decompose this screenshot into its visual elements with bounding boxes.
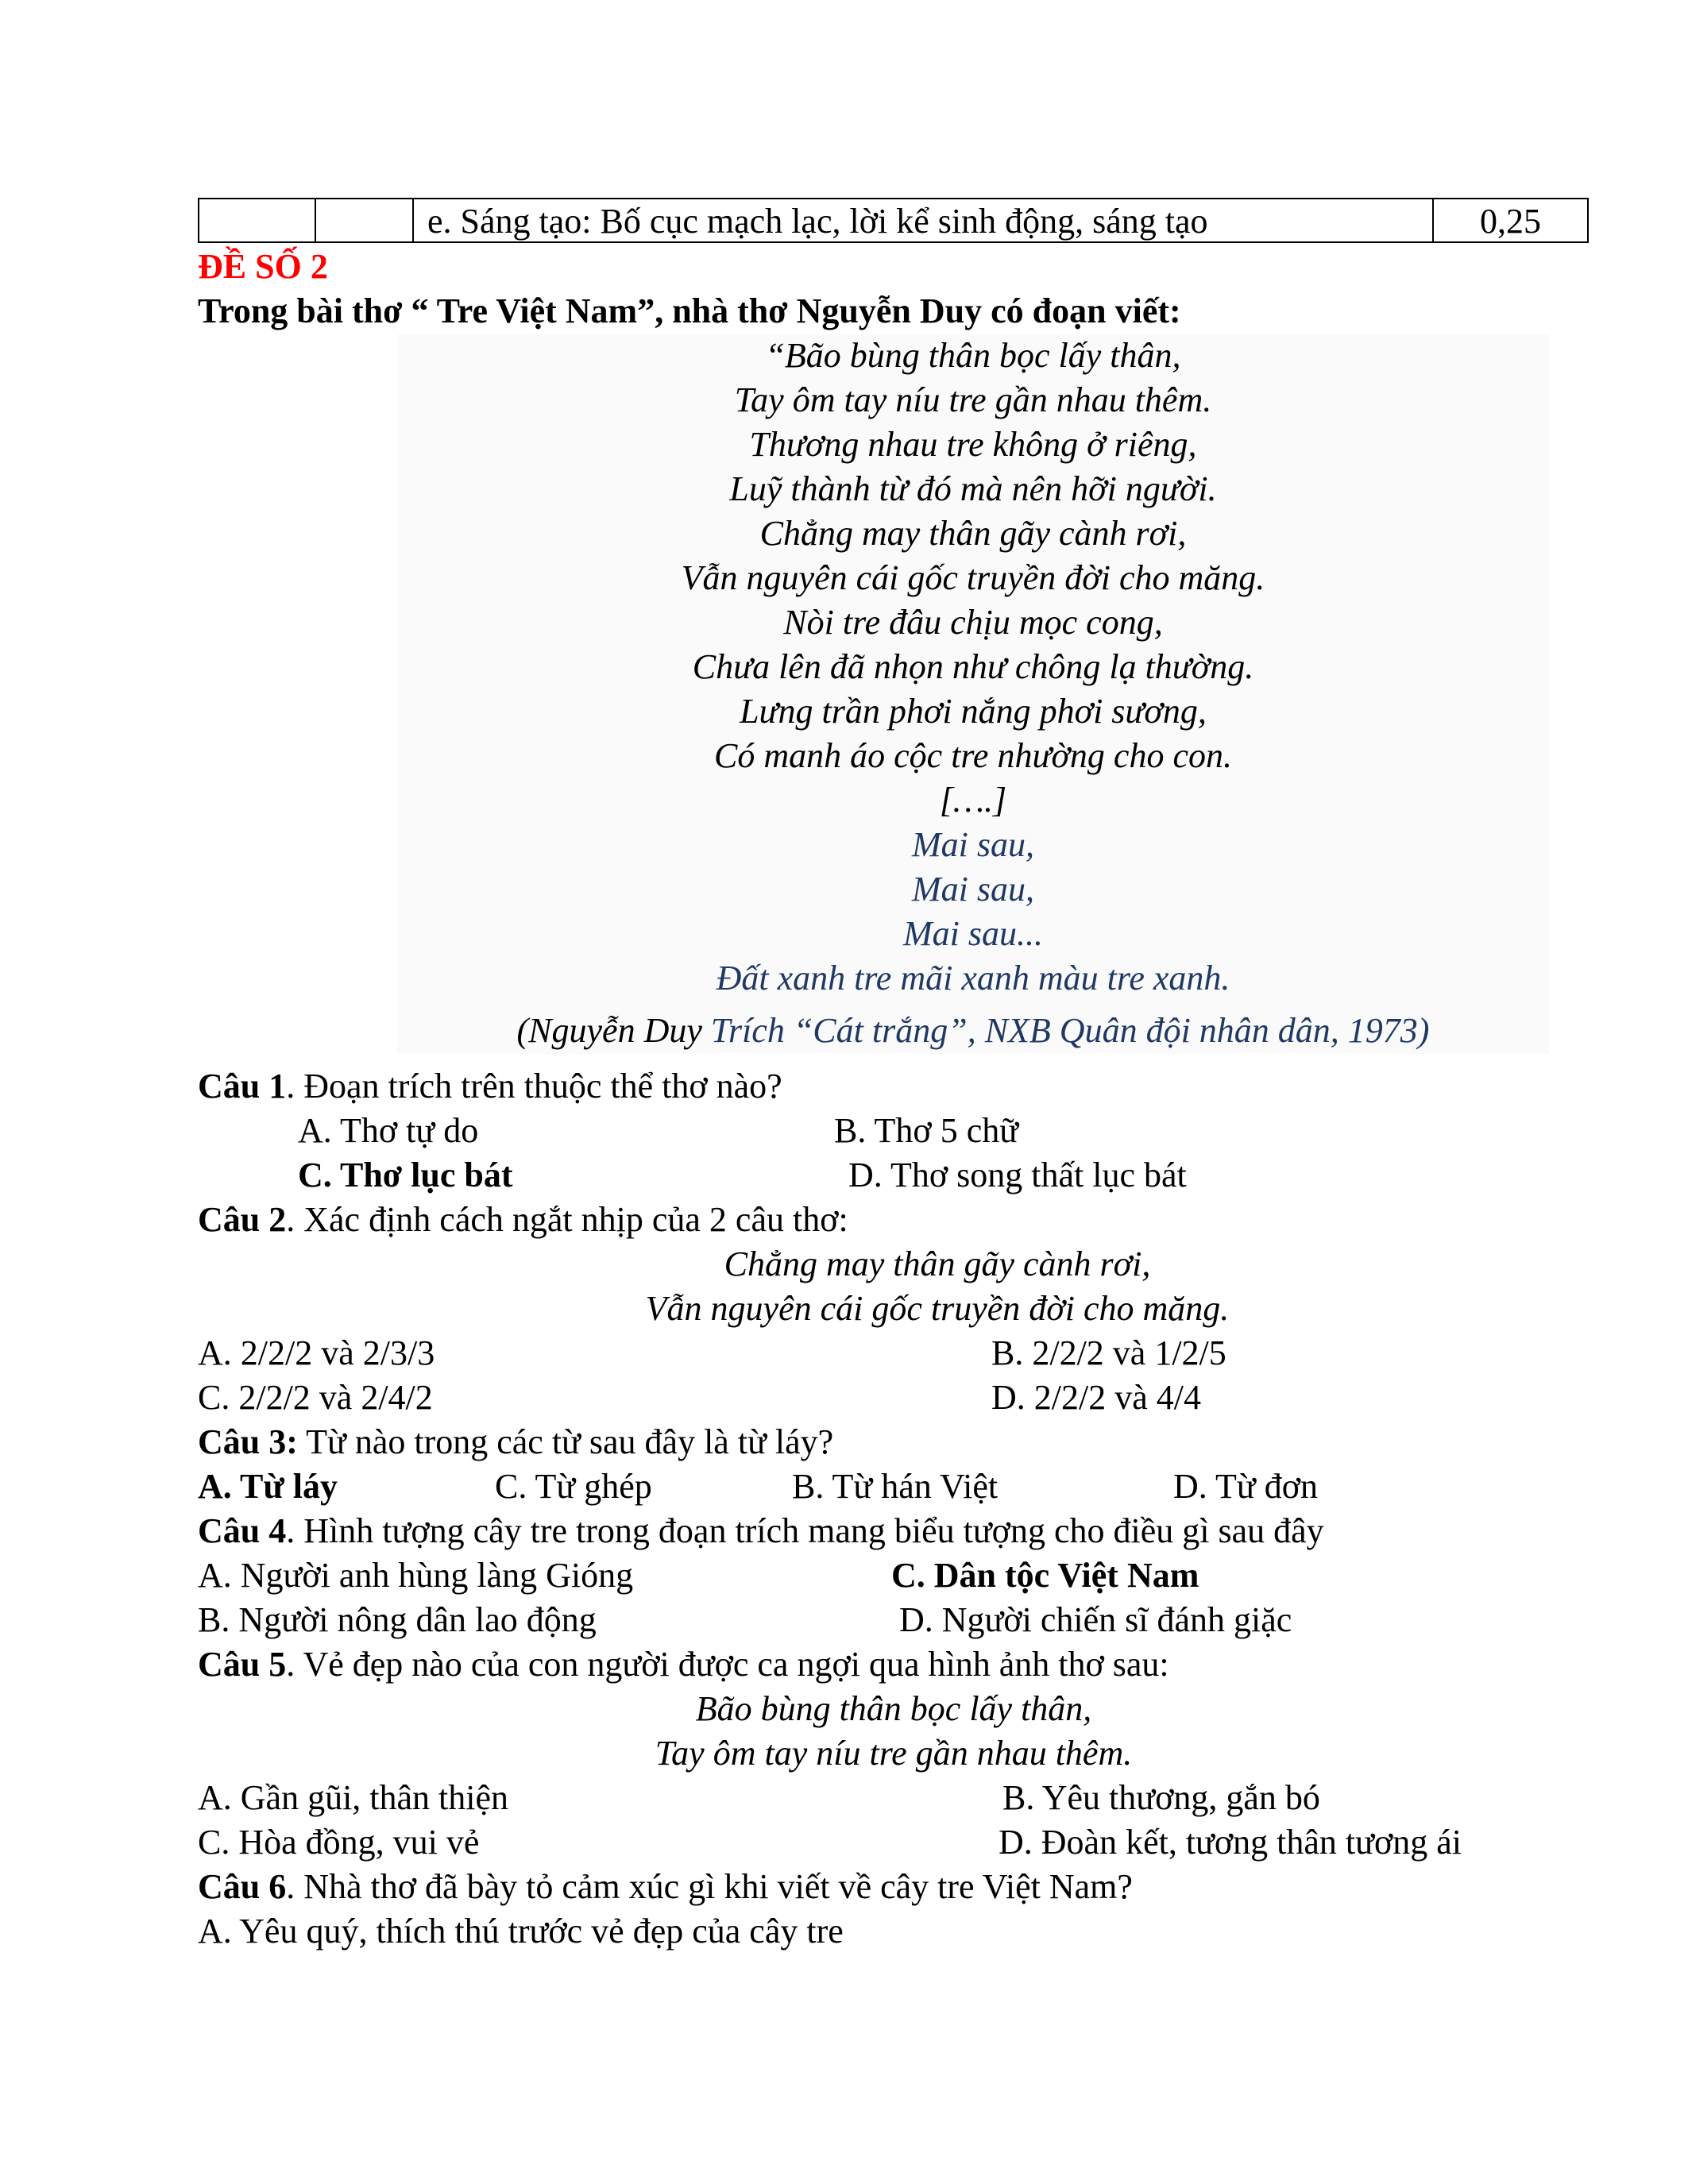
poem-line-highlight: Đất xanh tre mãi xanh màu tre xanh. — [716, 959, 1230, 997]
question-text: . Vẻ đẹp nào của con người được ca ngợi qua hình ảnh thơ sau: — [286, 1645, 1169, 1684]
question-text: . Xác định cách ngắt nhịp của 2 câu thơ: — [286, 1200, 848, 1239]
question-text: . Hình tượng cây tre trong đoạn trích mang biểu tượng cho điều gì sau đây — [286, 1511, 1324, 1550]
q5-verse-1: Bão bùng thân bọc lấy thân, — [695, 1689, 1092, 1728]
question-label: Câu 6 — [198, 1867, 287, 1906]
poem-line: Nòi tre đâu chịu mọc cong, — [783, 603, 1163, 642]
q5-verse-2: Tay ôm tay níu tre gần nhau thêm. — [655, 1734, 1133, 1773]
poem-line-highlight: Mai sau, — [912, 870, 1034, 909]
question-3 — [198, 1420, 833, 1464]
poem-line: Chưa lên đã nhọn như chông lạ thường. — [692, 647, 1254, 686]
scoring-table-row — [198, 198, 1589, 243]
q2-option-a: A. 2/2/2 và 2/3/3 — [198, 1333, 435, 1372]
question-text: Từ nào trong các từ sau đây là từ láy? — [297, 1422, 834, 1461]
q4-option-d: D. Người chiến sĩ đánh giặc — [899, 1600, 1292, 1639]
q1-option-b: B. Thơ 5 chữ — [834, 1111, 1019, 1150]
q3-option-b: B. Từ hán Việt — [792, 1467, 999, 1506]
section-title: ĐỀ SỐ 2 — [198, 247, 328, 286]
q5-option-c: C. Hòa đồng, vui vẻ — [198, 1823, 480, 1862]
poem-line-highlight: Mai sau, — [912, 825, 1034, 864]
poem-line: Chẳng may thân gãy cành rơi, — [759, 514, 1187, 553]
question-label: Câu 3: — [198, 1422, 298, 1461]
poem-source-citation: Trích “Cát trắng”, NXB Quân đội nhân dân, 1973) — [710, 1011, 1430, 1050]
q2-option-d: D. 2/2/2 và 4/4 — [991, 1378, 1201, 1417]
q2-verse-1: Chẳng may thân gãy cành rơi, — [724, 1244, 1151, 1283]
table-score: 0,25 — [1480, 202, 1541, 241]
q4-option-b: B. Người nông dân lao động — [198, 1600, 597, 1639]
q3-option-a: A. Từ láy — [198, 1467, 338, 1506]
question-2 — [198, 1198, 848, 1242]
q1-option-d: D. Thơ song thất lục bát — [848, 1156, 1187, 1194]
q1-option-a: A. Thơ tự do — [298, 1111, 479, 1150]
table-cell-divider — [412, 199, 414, 241]
question-text: . Đoạn trích trên thuộc thể thơ nào? — [286, 1067, 782, 1106]
table-cell-divider — [1432, 199, 1434, 241]
q2-option-b: B. 2/2/2 và 1/2/5 — [991, 1333, 1226, 1372]
poem-source-author: (Nguyễn Duy — [516, 1011, 711, 1050]
poem-line-highlight: Mai sau... — [903, 914, 1043, 953]
question-1 — [198, 1064, 782, 1109]
poem-source — [397, 1009, 1549, 1053]
q5-option-b: B. Yêu thương, gắn bó — [1002, 1778, 1320, 1817]
q5-option-d: D. Đoàn kết, tương thân tương ái — [999, 1823, 1462, 1862]
question-4 — [198, 1509, 1324, 1553]
q2-verse-2: Vẫn nguyên cái gốc truyền đời cho măng. — [645, 1289, 1230, 1328]
question-text: . Nhà thơ đã bày tỏ cảm xúc gì khi viết về cây tre Việt Nam? — [286, 1867, 1133, 1906]
q2-option-c: C. 2/2/2 và 2/4/2 — [198, 1378, 433, 1417]
question-label: Câu 5 — [198, 1645, 287, 1684]
q6-option-a: A. Yêu quý, thích thú trước vẻ đẹp của cây tre — [198, 1912, 844, 1951]
question-label: Câu 4 — [198, 1511, 287, 1550]
q5-option-a: A. Gần gũi, thân thiện — [198, 1778, 509, 1817]
question-label: Câu 2 — [198, 1200, 287, 1239]
q3-option-d: D. Từ đơn — [1173, 1467, 1318, 1506]
table-criterion: e. Sáng tạo: Bố cục mạch lạc, lời kể sinh động, sáng tạo — [427, 202, 1208, 241]
question-5 — [198, 1642, 1169, 1687]
poem-line: Lưng trần phơi nắng phơi sương, — [740, 692, 1207, 731]
q3-option-c: C. Từ ghép — [495, 1467, 652, 1506]
intro-text: Trong bài thơ “ Tre Việt Nam”, nhà thơ Nguyễn Duy có đoạn viết: — [198, 291, 1181, 330]
question-label: Câu 1 — [198, 1067, 287, 1106]
poem-line: Có manh áo cộc tre nhường cho con. — [714, 736, 1232, 775]
table-cell-divider — [315, 199, 316, 241]
poem-line: Luỹ thành từ đó mà nên hỡi người. — [729, 469, 1217, 508]
question-6 — [198, 1865, 1133, 1909]
poem-line: Thương nhau tre không ở riêng, — [749, 425, 1197, 464]
poem-line: “Bão bùng thân bọc lấy thân, — [765, 336, 1181, 375]
q1-option-c: C. Thơ lục bát — [298, 1156, 513, 1194]
poem-line: Vẫn nguyên cái gốc truyền đời cho măng. — [681, 558, 1265, 597]
q4-option-c: C. Dân tộc Việt Nam — [891, 1556, 1199, 1595]
poem-line: [….] — [939, 781, 1007, 820]
poem-line: Tay ôm tay níu tre gần nhau thêm. — [734, 380, 1212, 419]
q4-option-a: A. Người anh hùng làng Gióng — [198, 1556, 634, 1595]
